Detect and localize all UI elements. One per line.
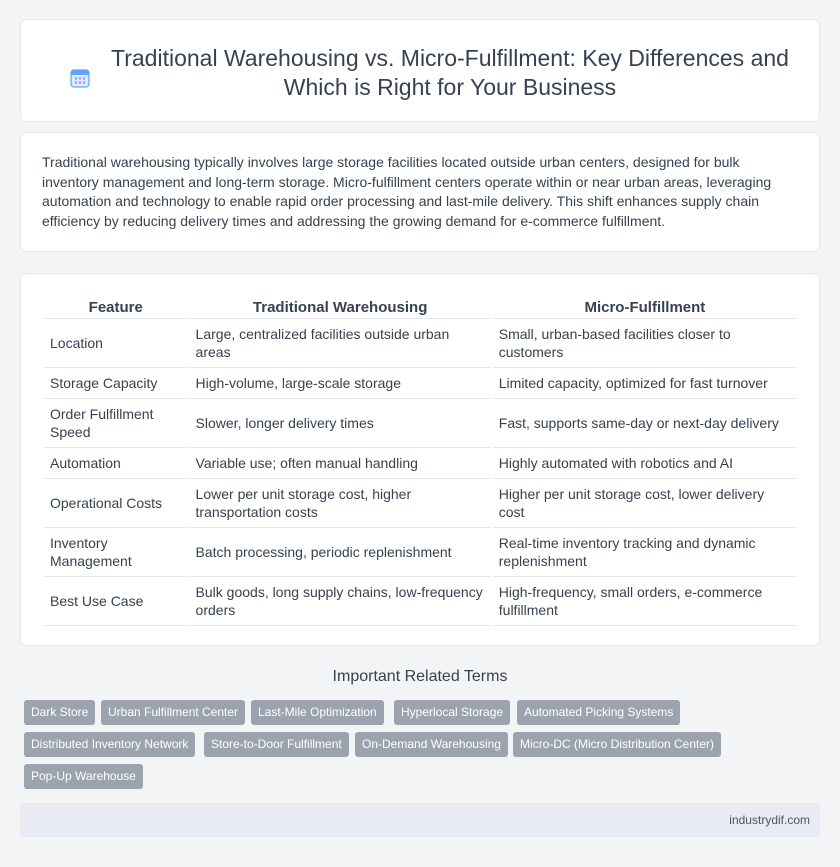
related-term-tag[interactable]: Pop-Up Warehouse [24,764,143,789]
related-term-tag[interactable]: Automated Picking Systems [517,700,680,725]
table-cell: Storage Capacity [44,368,188,399]
table-row [44,399,797,448]
comparison-table [42,296,799,626]
related-term-tag[interactable]: Last-Mile Optimization [251,700,384,725]
intro-paragraph: Traditional warehousing typically involves large storage facilities located outside urban centers, designed for bulk inventory management and long-term storage. Micro-fulfillment centers operate within or near urban areas, leveraging automation and technology to enable rapid order processing and last-mile delivery. This shift enhances supply chain efficiency by reducing delivery times and addressing the growing demand for e-commerce fulfillment. [42,154,772,229]
footer-site-link[interactable]: industrydif.com [729,813,810,827]
table-row [44,479,797,528]
calendar-icon [69,67,91,89]
table-cell: Order Fulfillment Speed [44,399,188,448]
table-cell: Automation [44,448,188,479]
table-cell: Small, urban-based facilities closer to customers [493,319,797,368]
footer-bar [20,803,820,837]
related-term-tag[interactable]: Micro-DC (Micro Distribution Center) [513,732,721,757]
page-title: Traditional Warehousing vs. Micro-Fulfillment: Key Differences and Which is Right for Your Business [111,45,789,100]
table-cell: Large, centralized facilities outside urban areas [190,319,491,368]
related-term-tag[interactable]: Dark Store [24,700,95,725]
comparison-table-card [20,273,820,646]
table-cell: Slower, longer delivery times [190,399,491,448]
table-cell: Location [44,319,188,368]
table-row [44,577,797,626]
related-term-tag[interactable]: Hyperlocal Storage [394,700,510,725]
related-terms-title: Important Related Terms [332,668,508,685]
intro-card [20,132,820,252]
title-card [20,19,820,122]
related-term-tag[interactable]: On-Demand Warehousing [355,732,508,757]
header-micro: Micro-Fulfillment [493,296,797,319]
table-cell: Fast, supports same-day or next-day delivery [493,399,797,448]
table-cell: High-volume, large-scale storage [190,368,491,399]
table-cell: Lower per unit storage cost, higher transportation costs [190,479,491,528]
table-cell: Higher per unit storage cost, lower delivery cost [493,479,797,528]
table-cell: Best Use Case [44,577,188,626]
table-cell: Bulk goods, long supply chains, low-frequency orders [190,577,491,626]
table-row [44,528,797,577]
table-header-row [44,296,797,319]
table-row [44,448,797,479]
table-cell: Real-time inventory tracking and dynamic replenishment [493,528,797,577]
table-cell: Limited capacity, optimized for fast turnover [493,368,797,399]
table-cell: Highly automated with robotics and AI [493,448,797,479]
header-feature: Feature [44,296,188,319]
table-row [44,368,797,399]
table-cell: Inventory Management [44,528,188,577]
related-term-tag[interactable]: Urban Fulfillment Center [101,700,245,725]
table-cell: High-frequency, small orders, e-commerce fulfillment [493,577,797,626]
related-term-tag[interactable]: Store-to-Door Fulfillment [204,732,349,757]
related-term-tag[interactable]: Distributed Inventory Network [24,732,195,757]
table-cell: Variable use; often manual handling [190,448,491,479]
table-cell: Batch processing, periodic replenishment [190,528,491,577]
table-row [44,319,797,368]
header-traditional: Traditional Warehousing [190,296,491,319]
table-cell: Operational Costs [44,479,188,528]
